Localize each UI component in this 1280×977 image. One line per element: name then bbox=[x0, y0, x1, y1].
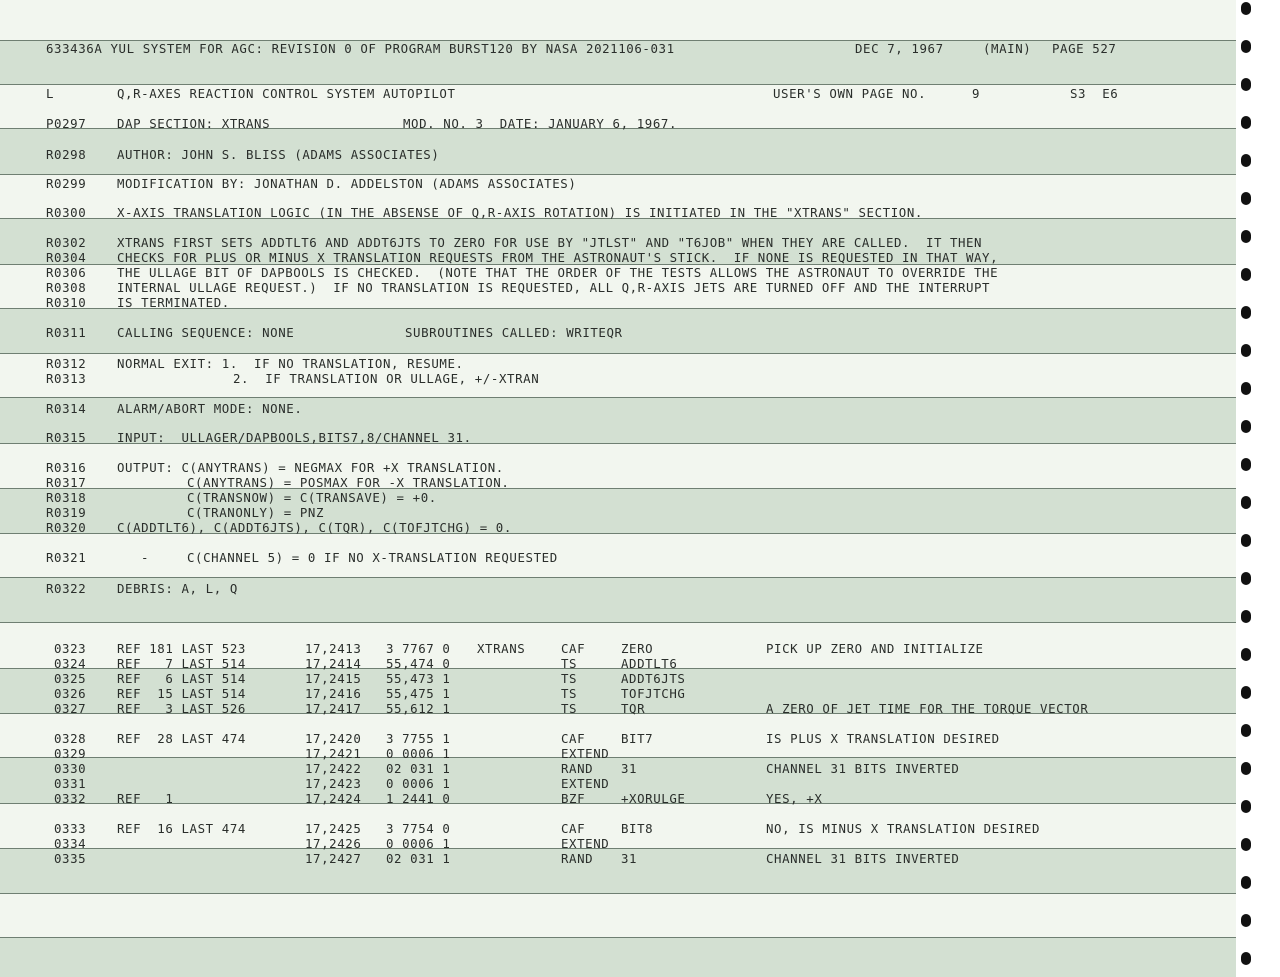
code-line: 0334 bbox=[54, 836, 87, 851]
feed-hole bbox=[1241, 610, 1251, 623]
comment-text: DEBRIS: A, L, Q bbox=[117, 581, 238, 596]
code-line: 0326 bbox=[54, 686, 87, 701]
code-line: 0333 bbox=[54, 821, 87, 836]
line-number: R0320 bbox=[46, 520, 87, 535]
line-number: R0310 bbox=[46, 295, 87, 310]
comment-text: X-AXIS TRANSLATION LOGIC (IN THE ABSENSE OF Q,R-AXIS ROTATION) IS INITIATED IN THE "XTRANS" SECTION. bbox=[117, 205, 923, 220]
code-word: 55,473 1 bbox=[386, 671, 451, 686]
code-op: RAND bbox=[561, 851, 594, 866]
code-operand: BIT7 bbox=[621, 731, 654, 746]
code-ref: REF 181 LAST 523 bbox=[117, 641, 246, 656]
feed-hole bbox=[1241, 40, 1251, 53]
band-rule bbox=[0, 353, 1258, 354]
code-word: 0 0006 1 bbox=[386, 776, 451, 791]
comment-text: THE ULLAGE BIT OF DAPBOOLS IS CHECKED. (NOTE THAT THE ORDER OF THE TESTS ALLOWS THE ASTRONAUT TO OVERRIDE THE bbox=[117, 265, 999, 280]
code-line: 0335 bbox=[54, 851, 87, 866]
feed-hole bbox=[1241, 762, 1251, 775]
code-word: 55,475 1 bbox=[386, 686, 451, 701]
line-number: R0322 bbox=[46, 581, 87, 596]
comment-text: C(TRANSNOW) = C(TRANSAVE) = +0. bbox=[187, 490, 437, 505]
band-rule bbox=[0, 84, 1258, 85]
code-ref: REF 16 LAST 474 bbox=[117, 821, 246, 836]
code-addr: 17,2420 bbox=[305, 731, 362, 746]
feed-hole bbox=[1241, 914, 1251, 927]
code-ref: REF 15 LAST 514 bbox=[117, 686, 246, 701]
code-word: 3 7767 0 bbox=[386, 641, 451, 656]
feed-hole bbox=[1241, 838, 1251, 851]
code-operand: TQR bbox=[621, 701, 646, 716]
code-comment: PICK UP ZERO AND INITIALIZE bbox=[766, 641, 984, 656]
line-number: R0299 bbox=[46, 176, 87, 191]
code-op: TS bbox=[561, 701, 578, 716]
code-addr: 17,2427 bbox=[305, 851, 362, 866]
feed-hole bbox=[1241, 572, 1251, 585]
feed-hole bbox=[1241, 534, 1251, 547]
users-page-label: USER'S OWN PAGE NO. bbox=[773, 86, 927, 101]
code-operand: ADDT6JTS bbox=[621, 671, 686, 686]
code-op: BZF bbox=[561, 791, 586, 806]
code-op: EXTEND bbox=[561, 746, 610, 761]
subheader-code: S3 E6 bbox=[1070, 86, 1119, 101]
code-word: 0 0006 1 bbox=[386, 746, 451, 761]
code-addr: 17,2415 bbox=[305, 671, 362, 686]
feed-hole bbox=[1241, 420, 1251, 433]
code-word: 3 7755 1 bbox=[386, 731, 451, 746]
code-op: CAF bbox=[561, 821, 586, 836]
code-addr: 17,2426 bbox=[305, 836, 362, 851]
code-operand: TOFJTCHG bbox=[621, 686, 686, 701]
comment-text: C(TRANONLY) = PNZ bbox=[187, 505, 325, 520]
band-rule bbox=[0, 577, 1258, 578]
line-number: R0319 bbox=[46, 505, 87, 520]
code-op: EXTEND bbox=[561, 836, 610, 851]
code-word: 55,474 0 bbox=[386, 656, 451, 671]
feed-hole bbox=[1241, 686, 1251, 699]
comment-mod: MOD. NO. 3 DATE: JANUARY 6, 1967. bbox=[403, 116, 678, 131]
paper-band bbox=[0, 0, 1258, 40]
band-rule bbox=[0, 937, 1258, 938]
code-addr: 17,2416 bbox=[305, 686, 362, 701]
code-op: RAND bbox=[561, 761, 594, 776]
code-word: 3 7754 0 bbox=[386, 821, 451, 836]
code-addr: 17,2425 bbox=[305, 821, 362, 836]
code-word: 02 031 1 bbox=[386, 761, 451, 776]
feed-hole bbox=[1241, 496, 1251, 509]
code-comment: CHANNEL 31 BITS INVERTED bbox=[766, 851, 960, 866]
line-number: R0312 bbox=[46, 356, 87, 371]
code-op: CAF bbox=[561, 641, 586, 656]
line-number: R0304 bbox=[46, 250, 87, 265]
feed-hole bbox=[1241, 116, 1251, 129]
comment-text: CHECKS FOR PLUS OR MINUS X TRANSLATION REQUESTS FROM THE ASTRONAUT'S STICK. IF NONE IS REQUESTED IN THAT WAY, bbox=[117, 250, 999, 265]
code-word: 55,612 1 bbox=[386, 701, 451, 716]
subheader-flag: L bbox=[46, 86, 55, 101]
band-rule bbox=[0, 848, 1258, 849]
code-line: 0329 bbox=[54, 746, 87, 761]
header-banner: 633436A YUL SYSTEM FOR AGC: REVISION 0 OF PROGRAM BURST120 BY NASA 2021106-031 bbox=[46, 41, 675, 56]
code-operand: 31 bbox=[621, 761, 638, 776]
code-word: 02 031 1 bbox=[386, 851, 451, 866]
paper-band bbox=[0, 937, 1258, 977]
tractor-feed-strip bbox=[1236, 0, 1258, 977]
code-line: 0328 bbox=[54, 731, 87, 746]
code-op: TS bbox=[561, 686, 578, 701]
line-number: R0313 bbox=[46, 371, 87, 386]
line-number: R0302 bbox=[46, 235, 87, 250]
comment-text: CALLING SEQUENCE: NONE bbox=[117, 325, 295, 340]
code-operand: BIT8 bbox=[621, 821, 654, 836]
line-number: R0318 bbox=[46, 490, 87, 505]
code-addr: 17,2422 bbox=[305, 761, 362, 776]
comment-subroutines: SUBROUTINES CALLED: WRITEQR bbox=[405, 325, 623, 340]
code-operand: ADDTLT6 bbox=[621, 656, 678, 671]
code-ref: REF 6 LAST 514 bbox=[117, 671, 246, 686]
comment-text: AUTHOR: JOHN S. BLISS (ADAMS ASSOCIATES) bbox=[117, 147, 440, 162]
code-word: 1 2441 0 bbox=[386, 791, 451, 806]
code-addr: 17,2413 bbox=[305, 641, 362, 656]
comment-text: C(CHANNEL 5) = 0 IF NO X-TRANSLATION REQUESTED bbox=[187, 550, 558, 565]
comment-text: NORMAL EXIT: 1. IF NO TRANSLATION, RESUME. bbox=[117, 356, 464, 371]
line-number: R0298 bbox=[46, 147, 87, 162]
comment-text: ALARM/ABORT MODE: NONE. bbox=[117, 401, 303, 416]
code-comment: A ZERO OF JET TIME FOR THE TORQUE VECTOR bbox=[766, 701, 1089, 716]
feed-hole bbox=[1241, 192, 1251, 205]
code-operand: ZERO bbox=[621, 641, 654, 656]
code-line: 0324 bbox=[54, 656, 87, 671]
code-operand: 31 bbox=[621, 851, 638, 866]
code-line: 0331 bbox=[54, 776, 87, 791]
comment-text: C(ANYTRANS) = POSMAX FOR -X TRANSLATION. bbox=[187, 475, 510, 490]
comment-dash: - bbox=[141, 550, 150, 565]
feed-hole bbox=[1241, 2, 1251, 15]
header-main: (MAIN) bbox=[983, 41, 1032, 56]
code-word: 0 0006 1 bbox=[386, 836, 451, 851]
line-number: R0311 bbox=[46, 325, 87, 340]
band-rule bbox=[0, 757, 1258, 758]
comment-text: IS TERMINATED. bbox=[117, 295, 230, 310]
feed-hole bbox=[1241, 306, 1251, 319]
line-number: R0314 bbox=[46, 401, 87, 416]
feed-hole bbox=[1241, 458, 1251, 471]
code-line: 0332 bbox=[54, 791, 87, 806]
comment-text: OUTPUT: C(ANYTRANS) = NEGMAX FOR +X TRANSLATION. bbox=[117, 460, 504, 475]
subheader-title: Q,R-AXES REACTION CONTROL SYSTEM AUTOPILOT bbox=[117, 86, 456, 101]
line-number: R0308 bbox=[46, 280, 87, 295]
code-comment: IS PLUS X TRANSLATION DESIRED bbox=[766, 731, 1000, 746]
band-rule bbox=[0, 174, 1258, 175]
line-number: R0315 bbox=[46, 430, 87, 445]
band-rule bbox=[0, 622, 1258, 623]
code-ref: REF 1 bbox=[117, 791, 174, 806]
comment-text: INPUT: ULLAGER/DAPBOOLS,BITS7,8/CHANNEL 31. bbox=[117, 430, 472, 445]
code-addr: 17,2417 bbox=[305, 701, 362, 716]
code-line: 0323 bbox=[54, 641, 87, 656]
feed-hole bbox=[1241, 724, 1251, 737]
comment-text: 2. IF TRANSLATION OR ULLAGE, +/-XTRAN bbox=[233, 371, 540, 386]
header-date: DEC 7, 1967 bbox=[855, 41, 944, 56]
code-comment: NO, IS MINUS X TRANSLATION DESIRED bbox=[766, 821, 1041, 836]
code-op: EXTEND bbox=[561, 776, 610, 791]
code-line: 0325 bbox=[54, 671, 87, 686]
paper-band bbox=[0, 893, 1258, 937]
feed-hole bbox=[1241, 78, 1251, 91]
line-number: P0297 bbox=[46, 116, 87, 131]
code-addr: 17,2423 bbox=[305, 776, 362, 791]
feed-hole bbox=[1241, 154, 1251, 167]
feed-hole bbox=[1241, 876, 1251, 889]
feed-hole bbox=[1241, 382, 1251, 395]
line-number: R0300 bbox=[46, 205, 87, 220]
comment-text: INTERNAL ULLAGE REQUEST.) IF NO TRANSLATION IS REQUESTED, ALL Q,R-AXIS JETS ARE TURNED OFF AND THE INTERRUPT bbox=[117, 280, 991, 295]
comment-text: DAP SECTION: XTRANS bbox=[117, 116, 271, 131]
feed-hole bbox=[1241, 800, 1251, 813]
feed-hole bbox=[1241, 952, 1251, 965]
feed-hole bbox=[1241, 268, 1251, 281]
code-addr: 17,2414 bbox=[305, 656, 362, 671]
line-number: R0321 bbox=[46, 550, 87, 565]
feed-hole bbox=[1241, 344, 1251, 357]
code-ref: REF 28 LAST 474 bbox=[117, 731, 246, 746]
line-number: R0306 bbox=[46, 265, 87, 280]
code-ref: REF 3 LAST 526 bbox=[117, 701, 246, 716]
code-addr: 17,2424 bbox=[305, 791, 362, 806]
code-operand: +XORULGE bbox=[621, 791, 686, 806]
code-line: 0327 bbox=[54, 701, 87, 716]
feed-hole bbox=[1241, 648, 1251, 661]
code-addr: 17,2421 bbox=[305, 746, 362, 761]
code-comment: YES, +X bbox=[766, 791, 823, 806]
comment-text: XTRANS FIRST SETS ADDTLT6 AND ADDT6JTS TO ZERO FOR USE BY "JTLST" AND "T6JOB" WHEN THEY ARE CALLED. IT THEN bbox=[117, 235, 983, 250]
comment-text: MODIFICATION BY: JONATHAN D. ADDELSTON (ADAMS ASSOCIATES) bbox=[117, 176, 577, 191]
line-number: R0316 bbox=[46, 460, 87, 475]
feed-hole bbox=[1241, 230, 1251, 243]
code-line: 0330 bbox=[54, 761, 87, 776]
comment-text: C(ADDTLT6), C(ADDT6JTS), C(TQR), C(TOFJTCHG) = 0. bbox=[117, 520, 512, 535]
code-op: TS bbox=[561, 656, 578, 671]
band-rule bbox=[0, 893, 1258, 894]
code-op: CAF bbox=[561, 731, 586, 746]
users-page-number: 9 bbox=[972, 86, 981, 101]
header-page: PAGE 527 bbox=[1052, 41, 1117, 56]
code-comment: CHANNEL 31 BITS INVERTED bbox=[766, 761, 960, 776]
band-rule bbox=[0, 397, 1258, 398]
line-number: R0317 bbox=[46, 475, 87, 490]
code-ref: REF 7 LAST 514 bbox=[117, 656, 246, 671]
code-label: XTRANS bbox=[477, 641, 526, 656]
code-op: TS bbox=[561, 671, 578, 686]
